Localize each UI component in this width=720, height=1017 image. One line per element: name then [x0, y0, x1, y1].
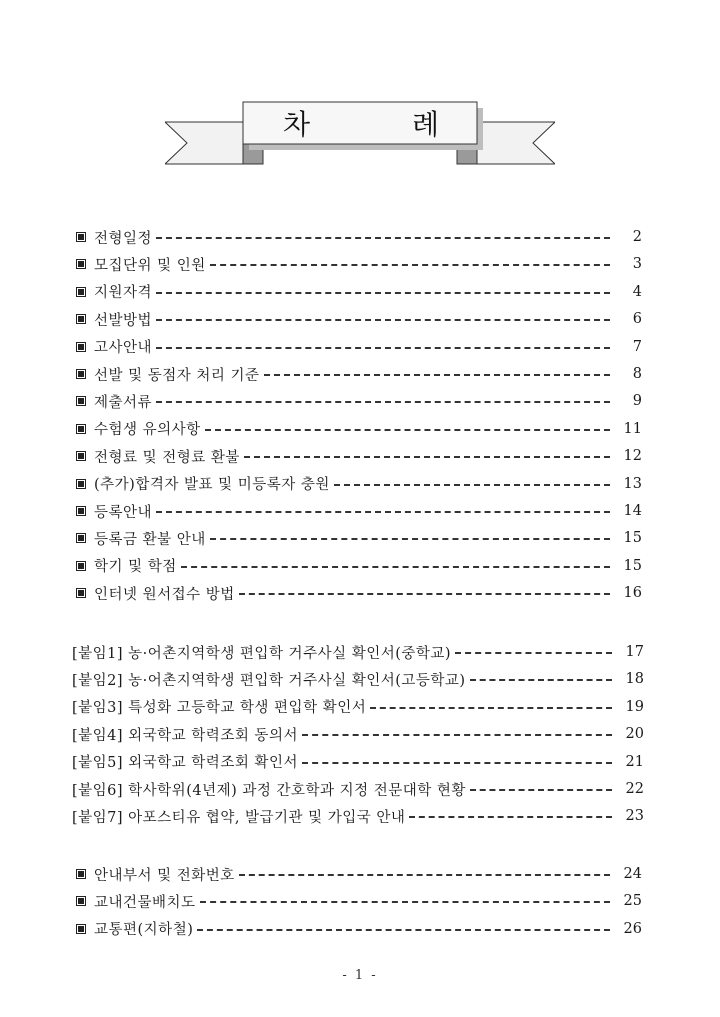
toc-entry-page: 8: [632, 366, 642, 382]
square-bullet-icon: [76, 869, 86, 879]
toc-entry-label: 교내건물배치도: [94, 894, 196, 911]
toc-entry-label: 선발 및 동점자 처리 기준: [94, 367, 260, 384]
toc-entry-label: 전형료 및 전형료 환불: [94, 449, 240, 466]
toc-title-char-2: 례: [411, 108, 439, 141]
dotted-leader: [210, 264, 610, 266]
toc-entry[interactable]: [70, 280, 642, 304]
toc-entry-page: 11: [623, 420, 642, 437]
toc-entry[interactable]: [72, 695, 644, 719]
toc-entry-label: 학기 및 학점: [94, 559, 177, 576]
toc-entry-page: 23: [625, 808, 644, 825]
toc-entry-label: 인터넷 원서접수 방법: [94, 586, 235, 603]
dotted-leader: [302, 762, 612, 764]
dotted-leader: [334, 484, 610, 486]
toc-entry-page: 22: [625, 781, 644, 797]
square-bullet-icon: [76, 479, 86, 489]
square-bullet-icon: [76, 396, 86, 406]
dotted-leader: [470, 789, 612, 791]
toc-entry-page: 16: [623, 585, 642, 602]
toc-entry[interactable]: [70, 581, 642, 605]
toc-entry[interactable]: [70, 554, 642, 578]
dotted-leader: [156, 347, 610, 349]
toc-entry-label: [붙임5] 외국학교 학력조회 확인서: [72, 755, 298, 772]
dotted-leader: [156, 401, 610, 403]
square-bullet-icon: [76, 342, 86, 352]
dotted-leader: [370, 707, 612, 709]
dotted-leader: [156, 511, 610, 513]
toc-entry-page: 3: [632, 256, 642, 273]
square-bullet-icon: [76, 924, 86, 934]
toc-entry-page: 14: [623, 503, 642, 519]
toc-entry-label: 고사안내: [94, 340, 153, 357]
square-bullet-icon: [76, 287, 86, 297]
toc-entry[interactable]: [70, 417, 642, 441]
toc-entry-page: 12: [623, 448, 642, 465]
dotted-leader: [200, 901, 610, 903]
toc-entry-label: 모집단위 및 인원: [94, 257, 206, 274]
dotted-leader: [156, 292, 610, 294]
toc-entry-page: 26: [623, 920, 642, 937]
toc-entry-page: 25: [623, 893, 642, 910]
toc-entry-page: 17: [625, 644, 644, 660]
toc-entry-page: 13: [623, 475, 642, 492]
square-bullet-icon: [76, 533, 86, 543]
toc-entry[interactable]: [70, 362, 642, 386]
square-bullet-icon: [76, 588, 86, 598]
square-bullet-icon: [76, 259, 86, 269]
toc-entry[interactable]: [70, 252, 642, 276]
dotted-leader: [239, 593, 610, 595]
toc-entry-label: 제출서류: [94, 394, 153, 411]
dotted-leader: [205, 429, 610, 431]
toc-entry[interactable]: [70, 917, 642, 941]
toc-entry-page: 9: [632, 393, 642, 410]
toc-title-char-1: 차: [283, 108, 311, 141]
toc-entry-label: [붙임1] 농·어촌지역학생 편입학 거주사실 확인서(중학교): [72, 645, 452, 662]
dotted-leader: [302, 734, 612, 736]
toc-entry-page: 18: [625, 671, 644, 688]
dotted-leader: [197, 929, 610, 931]
toc-entry-page: 6: [632, 311, 642, 328]
toc-entry[interactable]: [70, 472, 642, 496]
toc-entry[interactable]: [72, 750, 644, 774]
toc-entry[interactable]: [70, 444, 642, 468]
dotted-leader: [409, 816, 612, 818]
square-bullet-icon: [76, 506, 86, 516]
toc-entry-page: 7: [632, 338, 642, 355]
dotted-leader: [244, 456, 610, 458]
toc-entry[interactable]: [70, 307, 642, 331]
square-bullet-icon: [76, 561, 86, 571]
square-bullet-icon: [76, 896, 86, 906]
toc-entry-page: 21: [625, 753, 644, 770]
dotted-leader: [181, 566, 610, 568]
toc-entry-label: 교통편(지하철): [94, 922, 194, 939]
toc-entry-label: [붙임2] 농·어촌지역학생 편입학 거주사실 확인서(고등학교): [72, 672, 466, 689]
dotted-leader: [470, 679, 612, 681]
toc-entry-label: [붙임7] 아포스티유 협약, 발급기관 및 가입국 안내: [72, 809, 406, 826]
dotted-leader: [264, 374, 610, 376]
toc-entry[interactable]: [70, 499, 642, 523]
title-ribbon: [165, 92, 555, 172]
toc-entry-label: 지원자격: [94, 285, 153, 302]
dotted-leader: [156, 319, 610, 321]
toc-entry-label: 전형일정: [94, 230, 153, 247]
dotted-leader: [239, 874, 610, 876]
toc-entry-label: 등록안내: [94, 504, 153, 521]
toc-entry-page: 15: [623, 530, 642, 547]
dotted-leader: [156, 237, 610, 239]
toc-entry-page: 4: [632, 283, 642, 300]
toc-entry-label: 등록금 환불 안내: [94, 531, 206, 548]
toc-entry[interactable]: [70, 889, 642, 913]
toc-entry-label: (추가)합격자 발표 및 미등록자 충원: [94, 477, 330, 494]
dotted-leader: [210, 538, 610, 540]
toc-entry[interactable]: [72, 640, 644, 664]
square-bullet-icon: [76, 369, 86, 379]
toc-entry-label: 선발방법: [94, 312, 153, 329]
toc-entry-label: [붙임4] 외국학교 학력조회 동의서: [72, 727, 298, 744]
toc-entry[interactable]: [70, 389, 642, 413]
toc-entry-label: [붙임3] 특성화 고등학교 학생 편입학 확인서: [72, 700, 367, 717]
toc-entry-label: 수험생 유의사항: [94, 422, 201, 439]
page-number: - 1 -: [342, 968, 378, 983]
square-bullet-icon: [76, 451, 86, 461]
square-bullet-icon: [76, 232, 86, 242]
toc-entry[interactable]: [72, 722, 644, 746]
toc-entry[interactable]: [70, 862, 642, 886]
toc-entry-label: [붙임6] 학사학위(4년제) 과정 간호학과 지정 전문대학 현황: [72, 782, 466, 799]
toc-entry[interactable]: [72, 804, 644, 828]
toc-entry[interactable]: [70, 526, 642, 550]
toc-entry-label: 안내부서 및 전화번호: [94, 867, 235, 884]
toc-entry[interactable]: [70, 225, 642, 249]
toc-title: [243, 102, 477, 144]
toc-entry-page: 20: [625, 726, 644, 743]
toc-entry[interactable]: [70, 335, 642, 359]
toc-entry-page: 2: [632, 229, 642, 245]
toc-entry[interactable]: [72, 777, 644, 801]
square-bullet-icon: [76, 314, 86, 324]
square-bullet-icon: [76, 424, 86, 434]
toc-entry-page: 24: [623, 866, 642, 882]
toc-entry-page: 15: [623, 557, 642, 574]
toc-entry-page: 19: [625, 698, 644, 715]
dotted-leader: [455, 652, 612, 654]
toc-entry[interactable]: [72, 667, 644, 691]
